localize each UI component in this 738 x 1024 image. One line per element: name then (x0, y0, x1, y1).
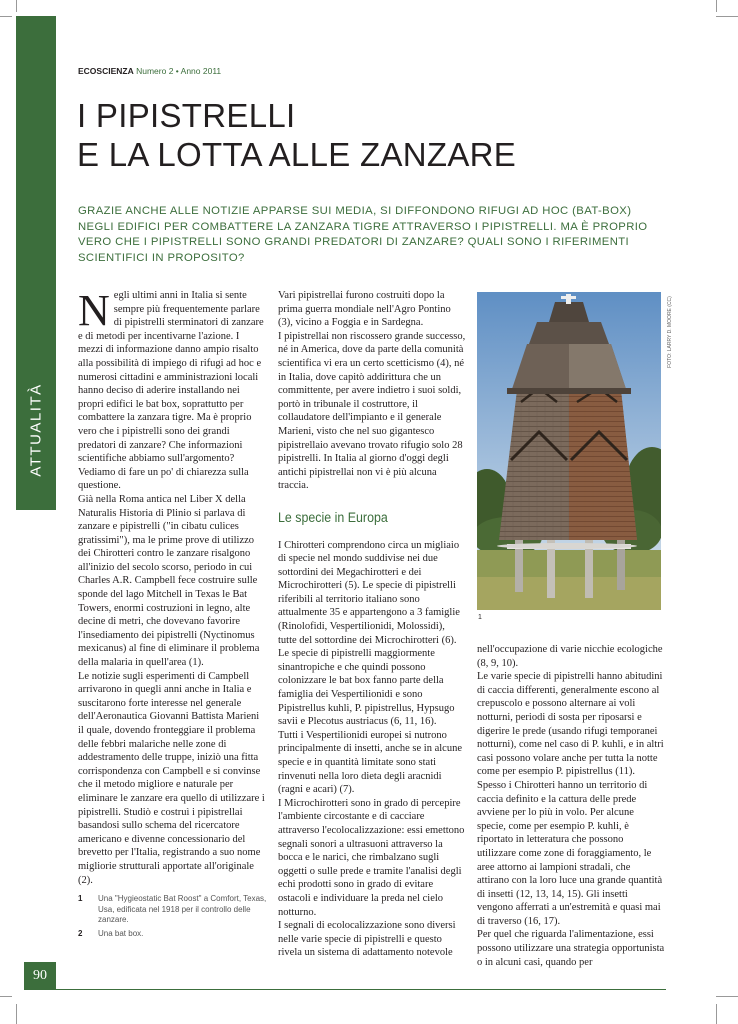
column-3 (477, 643, 665, 969)
caption-item (78, 929, 268, 940)
paragraph: Le notizie sugli esperimenti di Campbell arrivarono in quegli anni anche in Italia e suscitarono forte interesse nel generale dell'Aeronautica Giovanni Battista Marieni il quale, dovendo fronteggiare il problema delle febbri malariche nelle zone di addestramento delle truppe, iniziò una fitta corrispondenza con Campbell e si convinse che il metodo migliore e naturale per eliminare le zanzare era quello di utilizzare i pipistrelli. Studiò e costruì i pipistrellai basandosi sullo schema del ricercatore americano e divenne concessionario del brevetto per l'Italia, registrando a suo nome migliorie strutturali apportate all'originale (2). (78, 670, 265, 886)
crop-mark (716, 16, 738, 17)
crop-mark (716, 1004, 717, 1024)
crop-mark (0, 996, 12, 997)
running-head (78, 66, 221, 76)
page-number: 90 (24, 962, 56, 990)
column-2 (278, 289, 466, 960)
crop-mark (16, 1004, 17, 1024)
issue-info: Numero 2 • Anno 2011 (136, 66, 222, 76)
paragraph: Spesso i Chirotteri hanno un territorio di caccia definito e la cattura delle prede avviene per lo più in volo. Per alcune specie, come per esempio P. kuhli, è riportato in letteratura che possono utilizzare come zone di foraggiamento, le aree attorno ai lampioni stradali, che attirano con la loro luce una grande quantità di insetti (12, 13, 14, 15). Gli insetti vengono afferrati a un'estremità e quasi mai di traverso (16, 17). (477, 779, 663, 927)
crop-mark (716, 0, 717, 12)
magazine-name: ECOSCIENZA (78, 66, 134, 76)
caption-item (78, 894, 268, 926)
article-subtitle: GRAZIE ANCHE ALLE NOTIZIE APPARSE SUI MEDIA, SI DIFFONDONO RIFUGI AD HOC (BAT-BOX) NEGLI EDIFICI PER COMBATTERE LA ZANZARA TIGRE ATTRAVERSO I PIPISTRELLI. MA È PROPRIO VERO CHE I PIPISTRELLI SONO GRANDI PREDATORI DI ZANZARE? QUALI SONO I RIFERIMENTI SCIENTIFICI IN PROPOSITO? (78, 205, 648, 264)
paragraph: Vari pipistrellai furono costruiti dopo la prima guerra mondiale nell'Agro Pontino (3), vicino a Foggia e in Sardegna. (278, 290, 451, 329)
crop-mark (716, 996, 738, 997)
caption-number: 2 (78, 928, 83, 938)
bat-tower-photo (477, 292, 661, 610)
photo-credit: FOTO: LARRY D. MOORE (CC) (667, 296, 673, 368)
paragraph: Le varie specie di pipistrelli hanno abitudini di caccia differenti, generalmente escono al crepuscolo e possono alternare ai voli notturni, periodi di sosta per riposarsi e digerire le prede (usando rifugi temporanei notturni), come nel caso di P. kuhli, e in altri casi possono volare anche per tutta la notte come per esempio P. pipistrellus (11). (477, 671, 664, 778)
paragraph: I pipistrellai non riscossero grande successo, né in America, dove da parte della comunità scientifica vi era un certo scetticismo (4), né in Italia, dove capitò addirittura che un committente, per avere indietro i suoi soldi, portò in tribunale il costruttore, il collaudatore dell'impianto e il generale Marieni, visto che nel suo gigantesco pipistrellaio avevano trovato rifugio solo 28 pipistrelli. In Italia al giorno d'oggi degli antichi pipistrellai non vi è più alcuna traccia. (278, 330, 466, 492)
paragraph: Negli ultimi anni in Italia si sente sempre più frequentemente parlare di pipistrelli sterminatori di zanzare e di metodi per incentivarne l'azione. I mezzi di informazione danno ampio risalto alla possibilità di impiego di rifugi ad hoc e numerosi cittadini e amministrazioni locali hanno deciso di aderire installando nei propri edifici le bat box, soprattutto per combattere la zanzara tigre. Ma è proprio vero che i pipistrelli sono dei grandi predatori di zanzare? Che informazioni scientifiche abbiamo sull'argomento? Vediamo di fare un po' di chiarezza sulla questione. (78, 286, 264, 492)
caption-text: Una bat box. (98, 928, 144, 938)
paragraph: I Chirotteri comprendono circa un migliaio di specie nel mondo suddivise nei due sottordini dei Megachirotteri e dei Microchirotteri (5). Le specie di pipistrelli riferibili al territorio italiano sono attualmente 35 e appartengono a 3 famiglie (Rinolofidi, Vespertilionidi, Molossidi), tutte del sottordine dei Microchirotteri (6). Le specie di pipistrelli maggiormente sinantropiche e che quindi possono colonizzare le bat box fanno parte della famiglia dei Vespertilionidi e sono Pipistrellus kuhli, P. pipistrellus, Hypsugo savii e Plecotus austriacus (6, 11, 16). (278, 539, 460, 728)
figure-number: 1 (478, 614, 482, 621)
section-heading: Le specie in Europa (278, 509, 388, 525)
title-line-1: I PIPISTRELLI (77, 97, 296, 134)
paragraph: nell'occupazione di varie nicchie ecologiche (8, 9, 10). (477, 644, 663, 669)
page-number-rule (56, 989, 666, 990)
column-1 (78, 286, 266, 887)
title-line-2: E LA LOTTA ALLE ZANZARE (77, 136, 517, 173)
paragraph: I segnali di ecolocalizzazione sono diversi nelle varie specie di pipistrelli e questo rivela un sistema di adattamento notevole (278, 920, 456, 959)
drop-cap: N (78, 286, 110, 335)
article-title (77, 96, 516, 174)
caption-text: Una "Hygieostatic Bat Roost" a Comfort, Texas, Usa, edificata nel 1918 per il controllo delle zanzare. (98, 894, 267, 924)
bat-tower-illustration (477, 292, 661, 610)
caption-number: 1 (78, 894, 83, 903)
section-label: ATTUALITÀ (27, 383, 45, 477)
figure-captions (78, 894, 268, 942)
paragraph: Tutti i Vespertilionidi europei si nutrono principalmente di insetti, anche se in alcune specie e in quantità limitate sono stati rinvenuti nella loro dieta degli aracnidi (ragni e acari) (7). (278, 729, 462, 796)
paragraph: Per quel che riguarda l'alimentazione, essi possono utilizzare una strategia opportunista o in alcuni casi, quando per (477, 929, 665, 968)
paragraph: Già nella Roma antica nel Liber X della Naturalis Historia di Plinio si parlava di zanzare e pipistrelli ("in cibatu culices gratissimi"), ma le prime prove di utilizzo dei Chirotteri contro le zanzare risalgono all'inizio del secolo scorso, periodo in cui Charles A.R. Campbell fece costruire sulle sponde del lago Mitchell in Texas le Bat Towers, enormi costruzioni in legno, alte decine di metri, che dovevano favorire l'insediamento dei pipistrelli (Nyctinomus mexicanus) al fine di eliminare il problema della malaria in quell'area (1). (78, 493, 260, 669)
paragraph: I Microchirotteri sono in grado di percepire l'ambiente circostante e di cacciare attraverso l'ecolocalizzazione: essi emettono segnali sonori a ultrasuoni attraverso la bocca e le narici, che rimbalzano sugli oggetti o sulle prede e tramite l'analisi degli echi prodotti sono in grado di evitare ostacoli e individuare la preda nel cielo notturno. (278, 797, 465, 918)
crop-mark (16, 0, 17, 12)
crop-mark (0, 16, 12, 17)
